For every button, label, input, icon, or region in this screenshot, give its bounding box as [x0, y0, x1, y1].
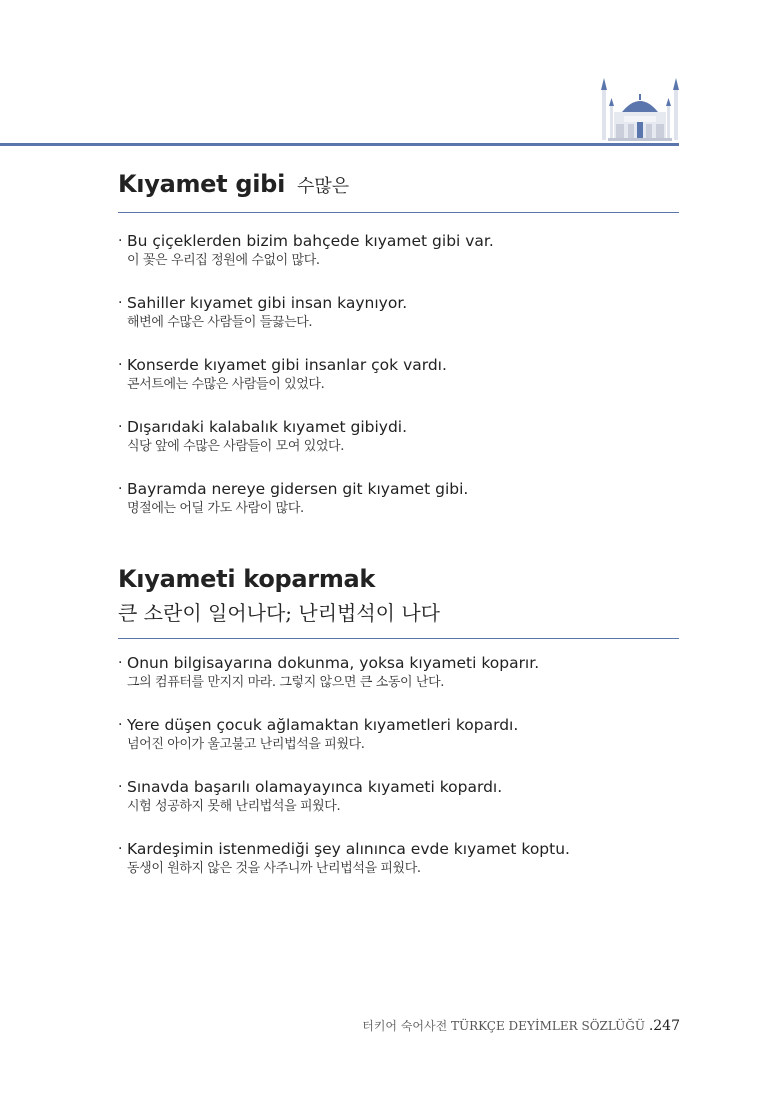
idiom-title-turkish: Kıyameti koparmak	[118, 565, 376, 593]
example-list	[118, 653, 679, 878]
bullet: ·	[118, 233, 123, 249]
example-turkish: Bu çiçeklerden bizim bahçede kıyamet gibi var.	[127, 232, 494, 250]
example-item	[118, 777, 679, 816]
example-item	[118, 839, 679, 878]
example-turkish: Sahiller kıyamet gibi insan kaynıyor.	[127, 294, 408, 312]
idiom-section-kiyamet-gibi	[118, 170, 679, 518]
example-turkish: Sınavda başarılı olamayayınca kıyameti kopardı.	[127, 778, 503, 796]
header-rule	[0, 143, 679, 146]
idiom-heading	[118, 170, 679, 198]
example-item	[118, 417, 679, 456]
idiom-title-korean: 큰 소란이 일어나다; 난리법석이 나다	[118, 601, 440, 625]
bullet: ·	[118, 295, 123, 311]
example-korean: 넘어진 아이가 울고불고 난리법석을 피웠다.	[127, 737, 365, 752]
idiom-section-kiyameti-koparmak	[118, 565, 679, 878]
example-item	[118, 293, 679, 332]
bullet: ·	[118, 357, 123, 373]
bullet: ·	[118, 779, 123, 795]
example-korean: 동생이 원하지 않은 것을 사주니까 난리법석을 피웠다.	[127, 861, 421, 876]
example-turkish: Bayramda nereye gidersen git kıyamet gibi.	[127, 480, 469, 498]
section-divider	[118, 212, 679, 213]
example-turkish: Kardeşimin istenmediği şey alınınca evde kıyamet koptu.	[127, 840, 570, 858]
book-title: 터키어 숙어사전 TÜRKÇE DEYİMLER SÖZLÜĞÜ	[362, 1019, 645, 1033]
example-item	[118, 479, 679, 518]
example-item	[118, 355, 679, 394]
example-turkish: Dışarıdaki kalabalık kıyamet gibiydi.	[127, 418, 408, 436]
bullet: ·	[118, 841, 123, 857]
example-turkish: Yere düşen çocuk ağlamaktan kıyametleri kopardı.	[127, 716, 519, 734]
example-list	[118, 231, 679, 518]
bullet: ·	[118, 419, 123, 435]
section-divider	[118, 638, 679, 639]
example-item	[118, 653, 679, 692]
page-number: .247	[648, 1018, 680, 1034]
example-item	[118, 231, 679, 270]
idiom-title-turkish: Kıyamet gibi	[118, 170, 285, 198]
mosque-icon	[598, 76, 682, 144]
bullet: ·	[118, 717, 123, 733]
example-turkish: Konserde kıyamet gibi insanlar çok vardı.	[127, 356, 447, 374]
example-korean: 시험 성공하지 못해 난리법석을 피웠다.	[127, 799, 341, 814]
example-korean: 식당 앞에 수많은 사람들이 모여 있었다.	[127, 439, 344, 454]
example-korean: 이 꽃은 우리집 정원에 수없이 많다.	[127, 253, 320, 268]
example-turkish: Onun bilgisayarına dokunma, yoksa kıyameti koparır.	[127, 654, 540, 672]
example-item	[118, 715, 679, 754]
example-korean: 그의 컴퓨터를 만지지 마라. 그렇지 않으면 큰 소동이 난다.	[127, 675, 444, 690]
example-korean: 해변에 수많은 사람들이 들끓는다.	[127, 315, 313, 330]
page-footer	[362, 1017, 680, 1034]
bullet: ·	[118, 655, 123, 671]
idiom-title-korean: 수많은	[297, 176, 350, 197]
example-korean: 콘서트에는 수많은 사람들이 있었다.	[127, 377, 325, 392]
example-korean: 명절에는 어딜 가도 사람이 많다.	[127, 501, 304, 516]
bullet: ·	[118, 481, 123, 497]
idiom-heading	[118, 565, 679, 626]
